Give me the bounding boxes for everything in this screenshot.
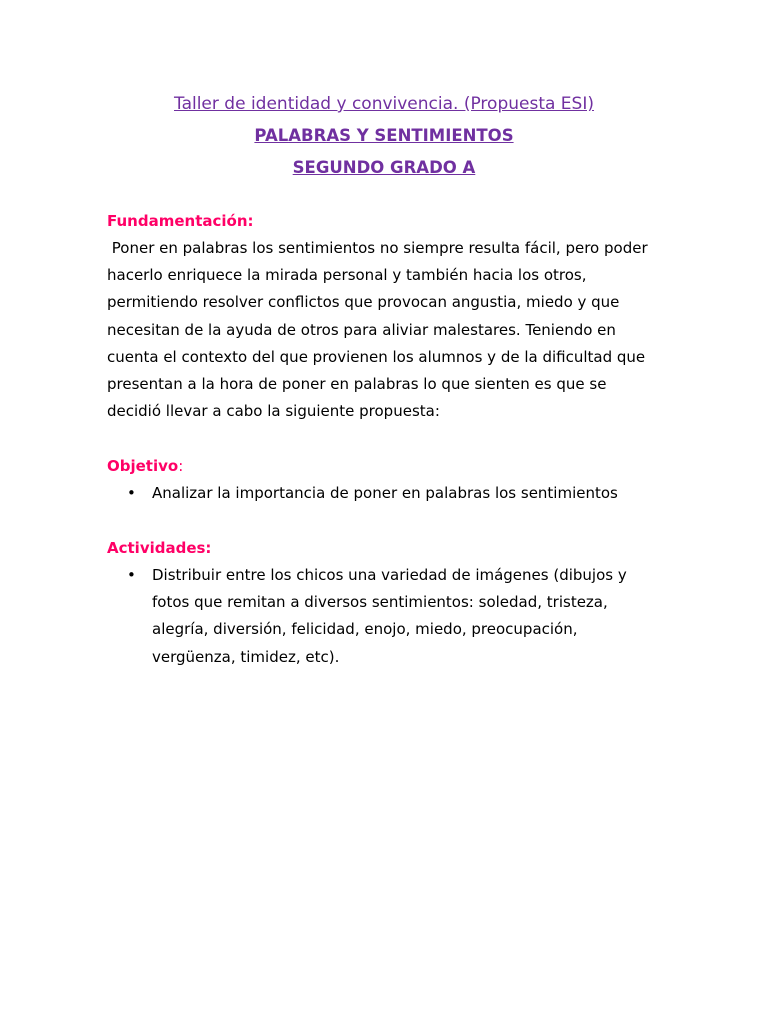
document-grade: SEGUNDO GRADO A	[292, 158, 476, 177]
paragraph-line: Poner en palabras los sentimientos no siempre resulta fácil, pero poder	[107, 239, 648, 257]
objetivo-heading-colon: :	[178, 457, 184, 475]
actividades-list-item	[107, 562, 667, 671]
list-item-line: vergüenza, timidez, etc).	[152, 647, 340, 666]
actividades-section	[107, 535, 667, 671]
document-subtitle: PALABRAS Y SENTIMIENTOS	[254, 126, 514, 145]
paragraph-line: cuenta el contexto del que provienen los alumnos y de la dificultad que	[107, 347, 646, 366]
paragraph-line: permitiendo resolver conflictos que provocan angustia, miedo y que	[107, 293, 620, 312]
list-item-line: fotos que remitan a diversos sentimientos: soledad, tristeza,	[152, 593, 608, 612]
paragraph-line: decidió llevar a cabo la siguiente propuesta:	[107, 402, 440, 421]
objetivo-section	[107, 453, 667, 507]
objetivo-heading	[107, 453, 667, 480]
fundamentacion-section	[107, 208, 667, 425]
list-item-line: alegría, diversión, felicidad, enojo, miedo, preocupación,	[152, 620, 578, 639]
actividades-heading: Actividades:	[107, 539, 212, 557]
objetivo-heading-label: Objetivo	[107, 457, 179, 475]
document-title: Taller de identidad y convivencia. (Propuesta ESI)	[174, 94, 594, 114]
list-item-line: Distribuir entre los chicos una variedad de imágenes (dibujos y	[152, 566, 627, 584]
paragraph-line: presentan a la hora de poner en palabras lo que sienten es que se	[107, 375, 607, 394]
paragraph-line: hacerlo enriquece la mirada personal y también hacia los otros,	[107, 266, 587, 285]
fundamentacion-heading: Fundamentación:	[107, 212, 254, 230]
title-block	[0, 88, 768, 184]
objetivo-list-item	[107, 480, 667, 507]
paragraph-line: necesitan de la ayuda de otros para aliviar malestares. Teniendo en	[107, 320, 616, 339]
bullet-icon: •	[127, 484, 136, 502]
bullet-icon: •	[127, 566, 136, 584]
list-item-text: Analizar la importancia de poner en palabras los sentimientos	[152, 484, 618, 502]
